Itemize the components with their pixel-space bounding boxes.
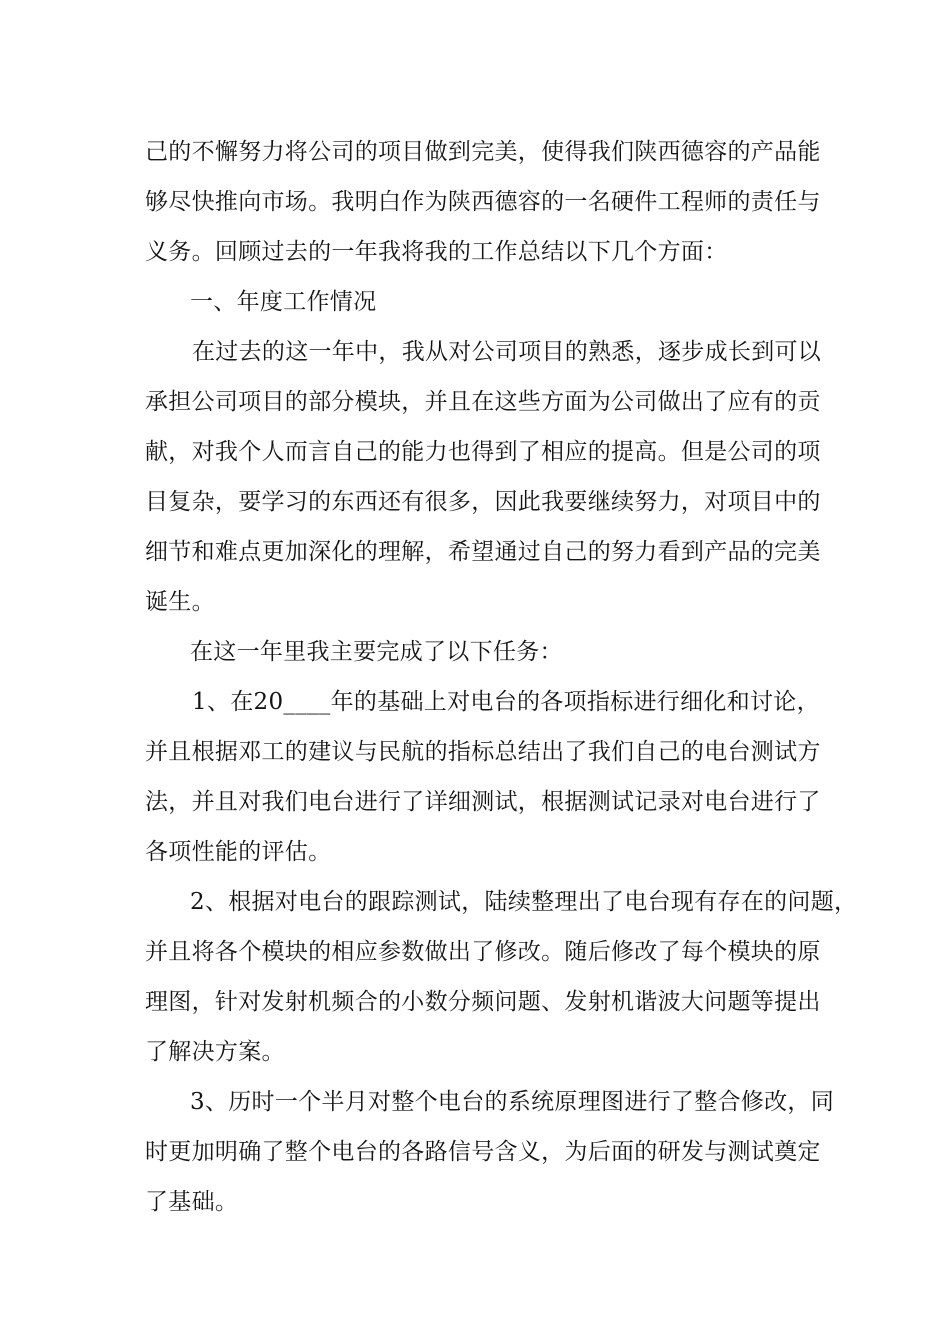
paragraph-line: 诞生。	[145, 589, 215, 615]
list-item-3: 3、历时一个半月对整个电台的系统原理图进行了整合修改，同	[190, 1089, 835, 1115]
section-heading: 一、年度工作情况	[190, 289, 377, 315]
paragraph-line: 义务。回顾过去的一年我将我的工作总结以下几个方面：	[145, 239, 728, 265]
paragraph-line: 了解决方案。	[145, 1039, 285, 1065]
paragraph-line: 时更加明确了整个电台的各路信号含义，为后面的研发与测试奠定	[145, 1139, 821, 1165]
paragraph-line: 并且将各个模块的相应参数做出了修改。随后修改了每个模块的原	[145, 939, 821, 965]
paragraph-line: 承担公司项目的部分模块，并且在这些方面为公司做出了应有的贡	[145, 389, 821, 415]
paragraph-line: 己的不懈努力将公司的项目做到完美，使得我们陕西德容的产品能	[145, 139, 821, 165]
list-item-2: 2、根据对电台的跟踪测试，陆续整理出了电台现有存在的问题，	[190, 889, 858, 915]
paragraph-line: 了基础。	[145, 1189, 239, 1215]
paragraph-line: 法，并且对我们电台进行了详细测试，根据测试记录对电台进行了	[145, 789, 821, 815]
paragraph-line: 各项性能的评估。	[145, 839, 332, 865]
paragraph-line: 目复杂，要学习的东西还有很多，因此我要继续努力，对项目中的	[145, 489, 821, 515]
paragraph-line: 细节和难点更加深化的理解，希望通过自己的努力看到产品的完美	[145, 539, 821, 565]
paragraph-line: 够尽快推向市场。我明白作为陕西德容的一名硬件工程师的责任与	[145, 189, 821, 215]
paragraph-line: 在这一年里我主要完成了以下任务：	[190, 639, 563, 665]
paragraph-line: 在过去的这一年中，我从对公司项目的熟悉，逐步成长到可以	[192, 339, 822, 365]
list-item-1: 1、在20____年的基础上对电台的各项指标进行细化和讨论，	[192, 689, 820, 715]
paragraph-line: 并且根据邓工的建议与民航的指标总结出了我们自己的电台测试方	[145, 739, 821, 765]
paragraph-line: 献，对我个人而言自己的能力也得到了相应的提高。但是公司的项	[145, 439, 821, 465]
paragraph-line: 理图，针对发射机频合的小数分频问题、发射机谐波大问题等提出	[145, 989, 821, 1015]
